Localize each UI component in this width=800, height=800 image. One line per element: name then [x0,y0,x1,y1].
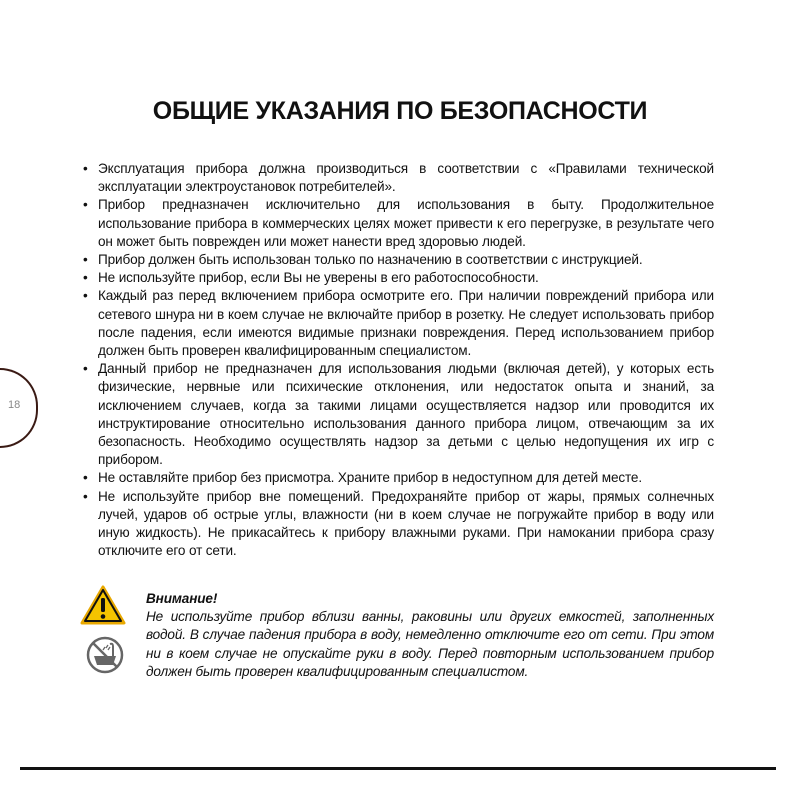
warning-text: Не используйте прибор вблизи ванны, раковины или других емкостей, заполненных водой. В случае падения прибора в воду, немедленно отключите его от сети. При этом ни в коем случае не опускайте руки в воду. Перед повторным использованием прибор должен быть проверен квалифицированным специалистом. [146,609,714,679]
page-title: ОБЩИЕ УКАЗАНИЯ ПО БЕЗОПАСНОСТИ [152,97,648,125]
warning-block [146,590,714,681]
list-item: • Не используйте прибор, если Вы не уверены в его работоспособности. [98,269,714,287]
list-item: • Не оставляйте прибор без присмотра. Храните прибор в недоступном для детей месте. [98,469,714,487]
list-item: • Данный прибор не предназначен для использования людьми (включая детей), у которых есть физические, нервные или психические отклонения, или недостаток опыта и знаний, за исключением случаев, когда за такими лицами осуществляется надзор или проводится их инструктирование относительно использования данного прибора лицом, отвечающим за их безопасность. Необходимо осуществлять надзор за детьми с целью недопущения их игр с прибором. [98,360,714,469]
warning-heading: Внимание! [146,591,218,606]
no-bath-icon [86,636,124,674]
footer-divider [20,767,776,770]
page-number-badge [0,368,38,448]
list-item: • Не используйте прибор вне помещений. Предохраняйте прибор от жары, прямых солнечных лучей, ударов об острые углы, влажности (ни в коем случае не погружайте прибор в воду или иную жидкость). Не прикасайтесь к прибору влажными руками. При намокании прибора сразу отключите его от сети. [98,488,714,561]
list-item: • Эксплуатация прибора должна производиться в соответствии с «Правилами технической эксплуатации электроустановок потребителей». [98,160,714,196]
page-number: 18 [8,399,21,411]
warning-triangle-icon [80,584,126,626]
list-item: • Прибор предназначен исключительно для использования в быту. Продолжительное использование прибора в коммерческих целях может привести к его перегрузке, в результате чего он может быть поврежден или может нанести вред здоровью людей. [98,196,714,251]
list-item: • Прибор должен быть использован только по назначению в соответствии с инструкцией. [98,251,714,269]
list-item: • Каждый раз перед включением прибора осмотрите его. При наличии повреждений прибора или сетевого шнура ни в коем случае не включайте прибор в розетку. Не следует использовать прибор после падения, если имеются видимые признаки повреждения. Перед использованием прибор должен быть проверен квалифицированным специалистом. [98,287,714,360]
safety-list [98,160,714,560]
